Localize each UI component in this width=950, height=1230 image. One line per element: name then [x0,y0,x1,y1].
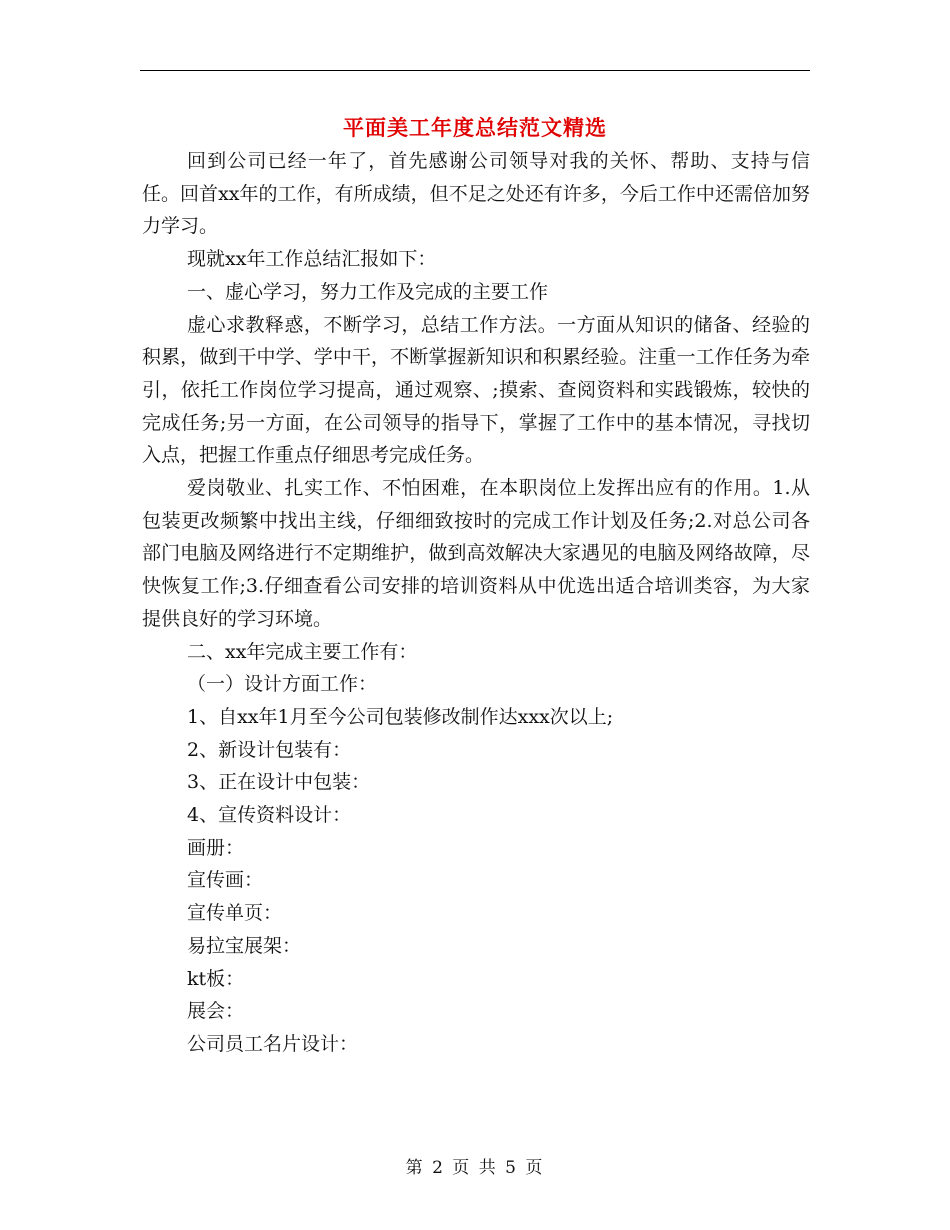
paragraph-intro: 回到公司已经一年了，首先感谢公司领导对我的关怀、帮助、支持与信任。回首xx年的工作，有所成绩，但不足之处还有许多，今后工作中还需倍加努力学习。 [142,150,810,238]
section-heading-2: 二、xx年完成主要工作有： [187,640,418,663]
list-item-1: 1、自xx年1月至今公司包装修改制作达xxx次以上; [187,705,614,728]
header-rule [140,70,810,71]
document-title: 平面美工年度总结范文精选 [343,115,607,140]
list-item-3: 3、正在设计中包装： [187,771,371,794]
paragraph-summary-lead: 现就xx年工作总结汇报如下： [187,248,437,271]
list-item-4: 4、宣传资料设计： [187,804,352,827]
page-number: 第 2 页 共 5 页 [405,1158,545,1178]
section-heading-1: 一、虚心学习，努力工作及完成的主要工作 [187,280,549,303]
sub-item-flyer: 宣传单页： [187,902,283,925]
list-item-2: 2、新设计包装有： [187,738,352,761]
document-body [142,145,810,1061]
paragraph-dedication: 爱岗敬业、扎实工作、不怕困难，在本职岗位上发挥出应有的作用。1.从包装更改频繁中找出主线，仔细细致按时的完成工作计划及任务;2.对总公司各部门电脑及网络进行不定期维护，做到高效解决大家遇见的电脑及网络故障，尽快恢复工作;3.仔细查看公司安排的培训资料从中优选出适合培训类容，为大家提供良好的学习环境。 [142,477,810,630]
sub-item-business-card: 公司员工名片设计： [187,1032,359,1055]
paragraph-learning: 虚心求教释惑，不断学习，总结工作方法。一方面从知识的储备、经验的积累，做到干中学、学中干，不断掌握新知识和积累经验。注重一工作任务为牵引，依托工作岗位学习提高，通过观察、;摸索、查阅资料和实践锻炼，较快的完成任务;另一方面，在公司领导的指导下，掌握了工作中的基本情况，寻找切入点，把握工作重点仔细思考完成任务。 [142,313,810,467]
sub-item-poster: 宣传画： [187,869,264,892]
sub-item-kt-board: kt板： [187,967,245,990]
sub-item-exhibition: 展会： [187,1000,245,1023]
subsection-heading-design: （一）设计方面工作： [187,673,378,696]
sub-item-rollup-banner: 易拉宝展架： [187,934,302,957]
sub-item-album: 画册： [187,836,245,859]
